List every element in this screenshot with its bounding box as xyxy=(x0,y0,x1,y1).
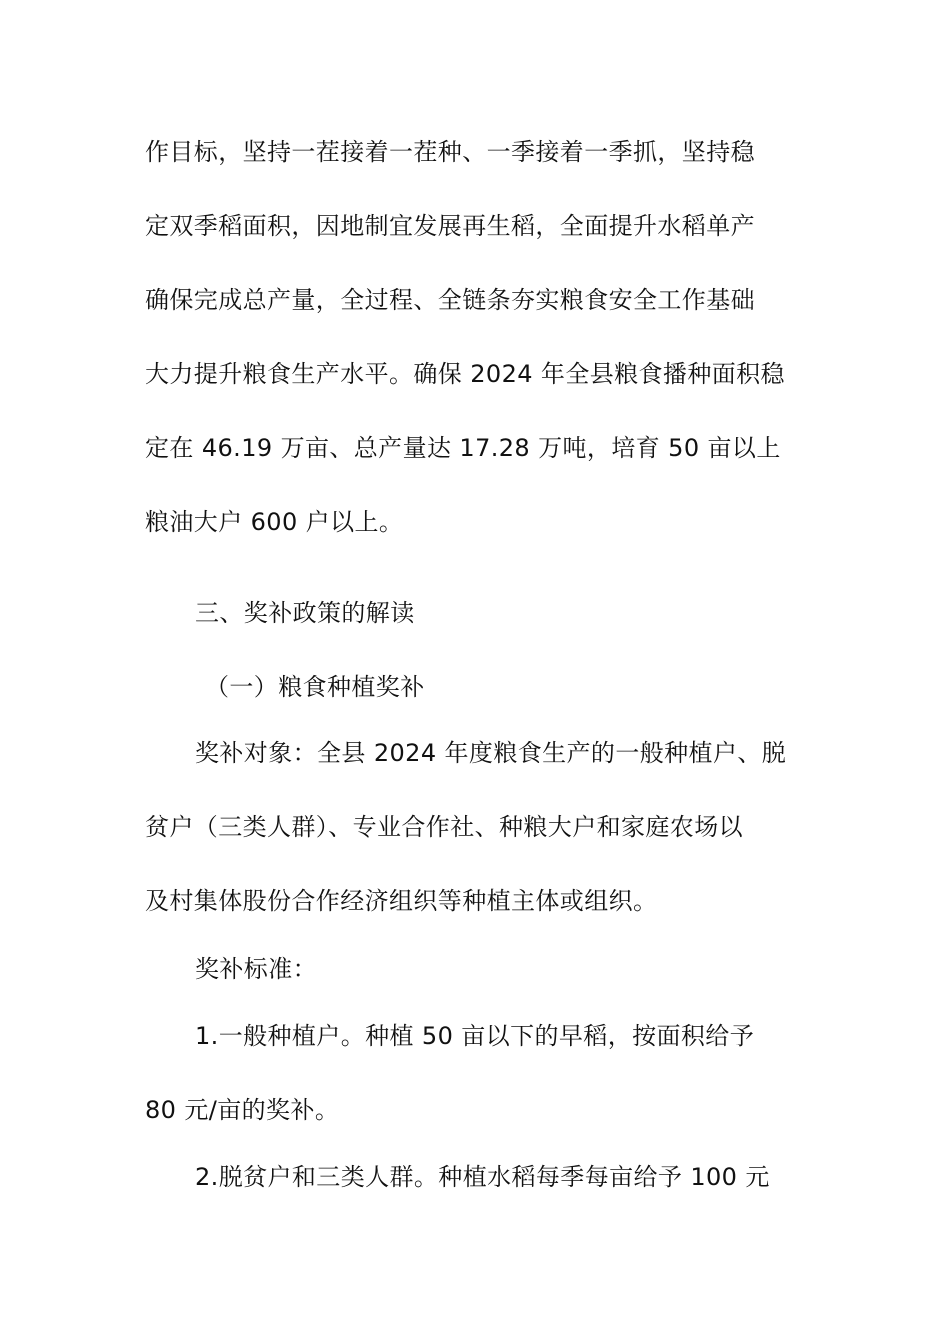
standard-label: 奖补标准： xyxy=(195,955,317,983)
target-line: 奖补对象：全县 2024 年度粮食生产的一般种植户、脱 xyxy=(195,739,787,767)
target-line: 贫户（三类人群）、专业合作社、种粮大户和家庭农场以 xyxy=(145,813,743,841)
section-heading: 三、奖补政策的解读 xyxy=(195,599,415,627)
paragraph-line: 大力提升粮食生产水平。确保 2024 年全县粮食播种面积稳 xyxy=(145,360,785,388)
paragraph-line: 作目标，坚持一茬接着一茬种、一季接着一季抓，坚持稳 xyxy=(145,138,755,166)
target-line: 及村集体股份合作经济组织等种植主体或组织。 xyxy=(145,887,658,915)
paragraph-line: 确保完成总产量，全过程、全链条夯实粮食安全工作基础 xyxy=(145,286,755,314)
paragraph-line: 定在 46.19 万亩、总产量达 17.28 万吨，培育 50 亩以上 xyxy=(145,434,781,462)
item2-line: 2.脱贫户和三类人群。种植水稻每季每亩给予 100 元 xyxy=(195,1163,770,1191)
item1-line: 80 元/亩的奖补。 xyxy=(145,1096,340,1124)
item1-line: 1.一般种植户。种植 50 亩以下的早稻，按面积给予 xyxy=(195,1022,755,1050)
paragraph-line: 粮油大户 600 户以上。 xyxy=(145,508,404,536)
subsection-heading: （一）粮食种植奖补 xyxy=(205,673,425,701)
paragraph-line: 定双季稻面积，因地制宜发展再生稻，全面提升水稻单产 xyxy=(145,212,755,240)
